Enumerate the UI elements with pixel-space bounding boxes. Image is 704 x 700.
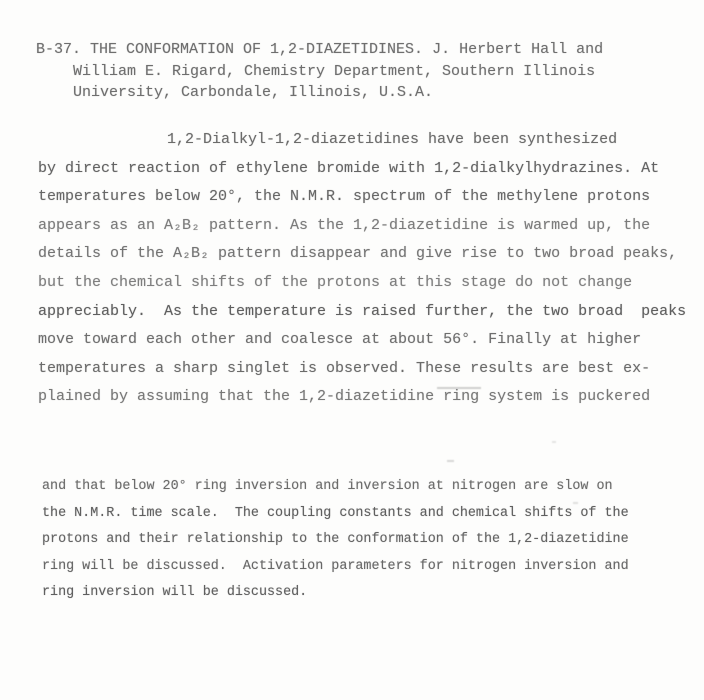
abstract-line: temperatures a sharp singlet is observed. These results are best ex- <box>38 359 651 377</box>
header-address-line: University, Carbondale, Illinois, U.S.A. <box>73 84 434 101</box>
abstract-body <box>38 126 686 412</box>
abstract-line: details of the A₂B₂ pattern disappear and give rise to two broad peaks, <box>38 245 678 263</box>
abstract-header <box>36 39 603 104</box>
closing-line: the N.M.R. time scale. The coupling constants and chemical shifts of the <box>42 505 629 521</box>
closing-line: protons and their relationship to the conformation of the 1,2-diazetidine <box>42 532 629 548</box>
scan-speck <box>573 502 578 504</box>
scan-speck <box>552 441 556 443</box>
scan-speck <box>447 460 454 462</box>
abstract-line: 1,2-Dialkyl-1,2-diazetidines have been synthesized <box>167 131 618 148</box>
abstract-line: move toward each other and coalesce at about 56°. Finally at higher <box>38 331 642 349</box>
abstract-line: temperatures below 20°, the N.M.R. spectrum of the methylene protons <box>38 188 651 206</box>
closing-line: and that below 20° ring inversion and inversion at nitrogen are slow on <box>42 479 613 494</box>
abstract-line: by direct reaction of ethylene bromide with 1,2-dialkylhydrazines. At <box>38 159 660 177</box>
abstract-line: appears as an A₂B₂ pattern. As the 1,2-diazetidine is warmed up, the <box>38 216 651 234</box>
abstract-line: appreciably. As the temperature is raised further, the two broad peaks <box>38 302 687 320</box>
abstract-line: plained by assuming that the 1,2-diazetidine ring system is puckered <box>38 388 651 406</box>
closing-line: ring inversion will be discussed. <box>42 585 308 601</box>
header-authors-line: William E. Rigard, Chemistry Department, Southern Illinois <box>73 62 596 80</box>
closing-paragraph <box>42 474 629 607</box>
abstract-line: but the chemical shifts of the protons at this stage do not change <box>38 273 633 291</box>
closing-line: ring will be discussed. Activation parameters for nitrogen inversion and <box>42 558 629 574</box>
header-title-line: B-37. THE CONFORMATION OF 1,2-DIAZETIDINES. J. Herbert Hall and <box>36 41 604 58</box>
scan-artifact-strikeover <box>437 387 481 389</box>
